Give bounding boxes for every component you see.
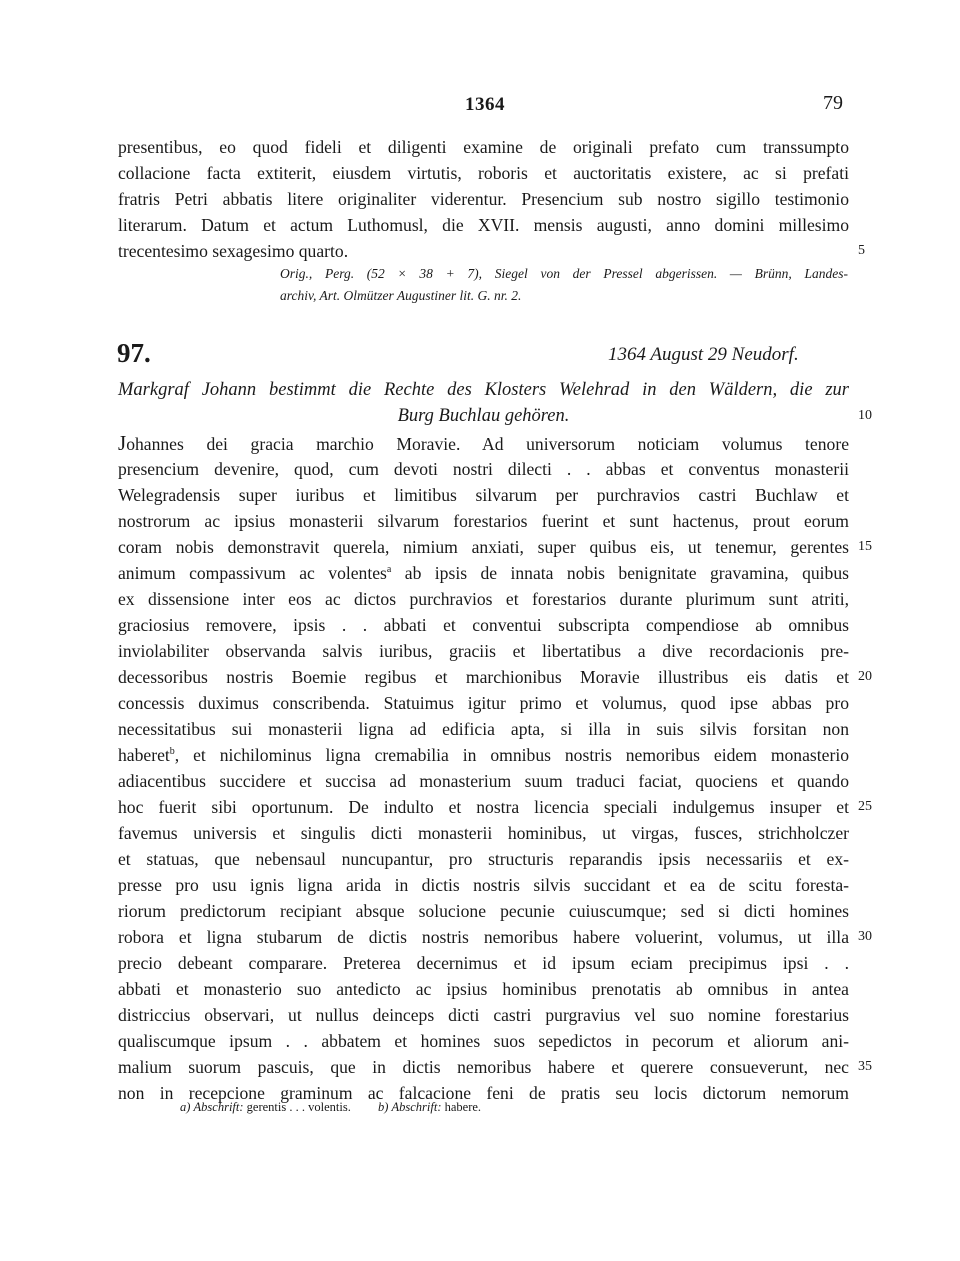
text-line: coram nobis demonstravit querela, nimium anxiati, super quibus eis, ut tenemur, gerentes: [118, 537, 849, 557]
text-span: haberet: [118, 745, 170, 765]
text-line: inviolabiliter observanda salvis iuribus, graciis et libertatibus a dive recordacionis pre-: [118, 641, 849, 661]
text-line: riorum predictorum recipiant absque solucione pecunie cuiuscumque; sed si dicti homines: [118, 901, 849, 921]
line-number: 30: [858, 929, 872, 944]
text-line: fratris Petri abbatis litere originaliter viderentur. Presencium sub nostro sigillo testimonio: [118, 189, 849, 209]
regest-line: Markgraf Johann bestimmt die Rechte des Klosters Welehrad in den Wäldern, die zur: [118, 380, 849, 400]
footnotes: [180, 1100, 505, 1115]
footnote-text: habere.: [444, 1100, 482, 1114]
text-line: non in recepcione graminum ac falcacione feni de pratis seu locis dictorum nemorum: [118, 1083, 849, 1103]
text-line: graciosius removere, ipsis . . abbati et conventui subscripta compendiose ab omnibus: [118, 615, 849, 635]
source-note-line: Orig., Perg. (52 × 38 + 7), Siegel von der Pressel abgerissen. — Brünn, Landes-: [280, 266, 848, 281]
line-number: 35: [858, 1059, 872, 1074]
document-date-place: 1364 August 29 Neudorf.: [608, 344, 799, 365]
text-line: ex dissensione inter eos ac dictos purchravios et forestarios durante plurimum sunt atriti,: [118, 589, 849, 609]
text-line: [118, 430, 849, 456]
footnote-source: Abschrift:: [193, 1100, 244, 1114]
footnote-text: gerentis . . . volentis.: [246, 1100, 351, 1114]
document-number: 97.: [117, 338, 151, 368]
regest-line: Burg Buchlau gehören.: [397, 406, 570, 426]
text-line: [118, 742, 849, 768]
text-line: necessitatibus sui monasterii ligna ad edificia apta, si illa in suis silvis forsitan non: [118, 719, 849, 739]
footnote-label: b): [377, 1100, 389, 1114]
text-span: , et nichilominus ligna cremabilia in omnibus nostris nemoribus eidem monasterio: [174, 745, 849, 765]
footnote-b: [378, 1100, 481, 1114]
text-line: [118, 560, 849, 586]
text-line: districcius observari, ut nullus deinceps dicti castri purgravius vel suo nomine forestarius: [118, 1005, 849, 1025]
text-line: malium suorum pascuis, que in dictis nemoribus habere et querere consueverunt, nec: [118, 1057, 849, 1077]
running-head-year: 1364: [465, 94, 505, 115]
text-line: presencium devenire, quod, cum devoti nostri dilecti . . abbas et conventus monasterii: [118, 459, 849, 479]
footnote-label: a): [180, 1100, 191, 1114]
text-line: hoc fuerit sibi oportunum. De indulto et nostra licencia speciali indulgemus insuper et: [118, 797, 849, 817]
line-number: 15: [858, 539, 872, 554]
text-line: abbati et monasterio suo antedicto ac ipsius hominibus prenotatis ab omnibus in antea: [118, 979, 849, 999]
line-number: 10: [858, 408, 872, 423]
text-line: robora et ligna stubarum de dictis nostris nemoribus habere voluerint, volumus, ut illa: [118, 927, 849, 947]
text-span: ohannes dei gracia marchio Moravie. Ad universorum noticiam volumus tenore: [126, 434, 849, 454]
text-line: qualiscumque ipsum . . abbatem et homines suos sepedictos in pecorum et aliorum ani-: [118, 1031, 849, 1051]
footnote-a: [180, 1100, 354, 1114]
initial-letter: J: [118, 431, 127, 455]
text-line: decessoribus nostris Boemie regibus et marchionibus Moravie illustribus eis datis et: [118, 667, 849, 687]
footnote-mark: b: [169, 746, 175, 758]
text-line: concessis duximus conscribenda. Statuimus igitur primo et volumus, quod ipse abbas pro: [118, 693, 849, 713]
text-line: literarum. Datum et actum Luthomusl, die XVII. mensis augusti, anno domini millesimo: [118, 215, 849, 235]
text-span: ab ipsis de innata nobis benignitate gravamina, quibus: [404, 563, 849, 583]
text-line: precio debeant comparare. Preterea decernimus et id ipsum eciam precipimus ipsi . .: [118, 953, 849, 973]
line-number: 25: [858, 799, 872, 814]
page-number: 79: [823, 92, 843, 114]
text-span: animum compassivum ac volentes: [118, 563, 387, 583]
source-note-line: archiv, Art. Olmützer Augustiner lit. G. nr. 2.: [280, 288, 522, 303]
text-line: presse pro usu ignis ligna arida in dictis nostris silvis succidant et ea de scitu foresta-: [118, 875, 849, 895]
text-line: favemus universis et singulis dicti monasterii hominibus, ut virgas, fusces, strichholczer: [118, 823, 849, 843]
text-line: trecentesimo sexagesimo quarto.: [118, 241, 349, 261]
text-line: collacione facta extiterit, eiusdem virtutis, roboris et auctoritatis existere, ac si prefati: [118, 163, 849, 183]
text-line: nostrorum ac ipsius monasterii silvarum forestarios fuerint et sunt hactenus, prout eorum: [118, 511, 849, 531]
text-line: adiacentibus succidere et succisa ad monasterium suum traduci faciat, quociens et quando: [118, 771, 849, 791]
text-line: Welegradensis super iuribus et limitibus silvarum per purchravios castri Buchlaw et: [118, 485, 849, 505]
line-number: 20: [858, 669, 872, 684]
text-line: presentibus, eo quod fideli et diligenti examine de originali prefato cum transsumpto: [118, 137, 849, 157]
text-line: et statuas, que nebensaul nuncupantur, pro structuris reparandis ipsis necessariis et ex-: [118, 849, 849, 869]
footnote-mark: a: [386, 564, 392, 576]
line-number: 5: [858, 243, 865, 258]
footnote-source: Abschrift:: [391, 1100, 442, 1114]
